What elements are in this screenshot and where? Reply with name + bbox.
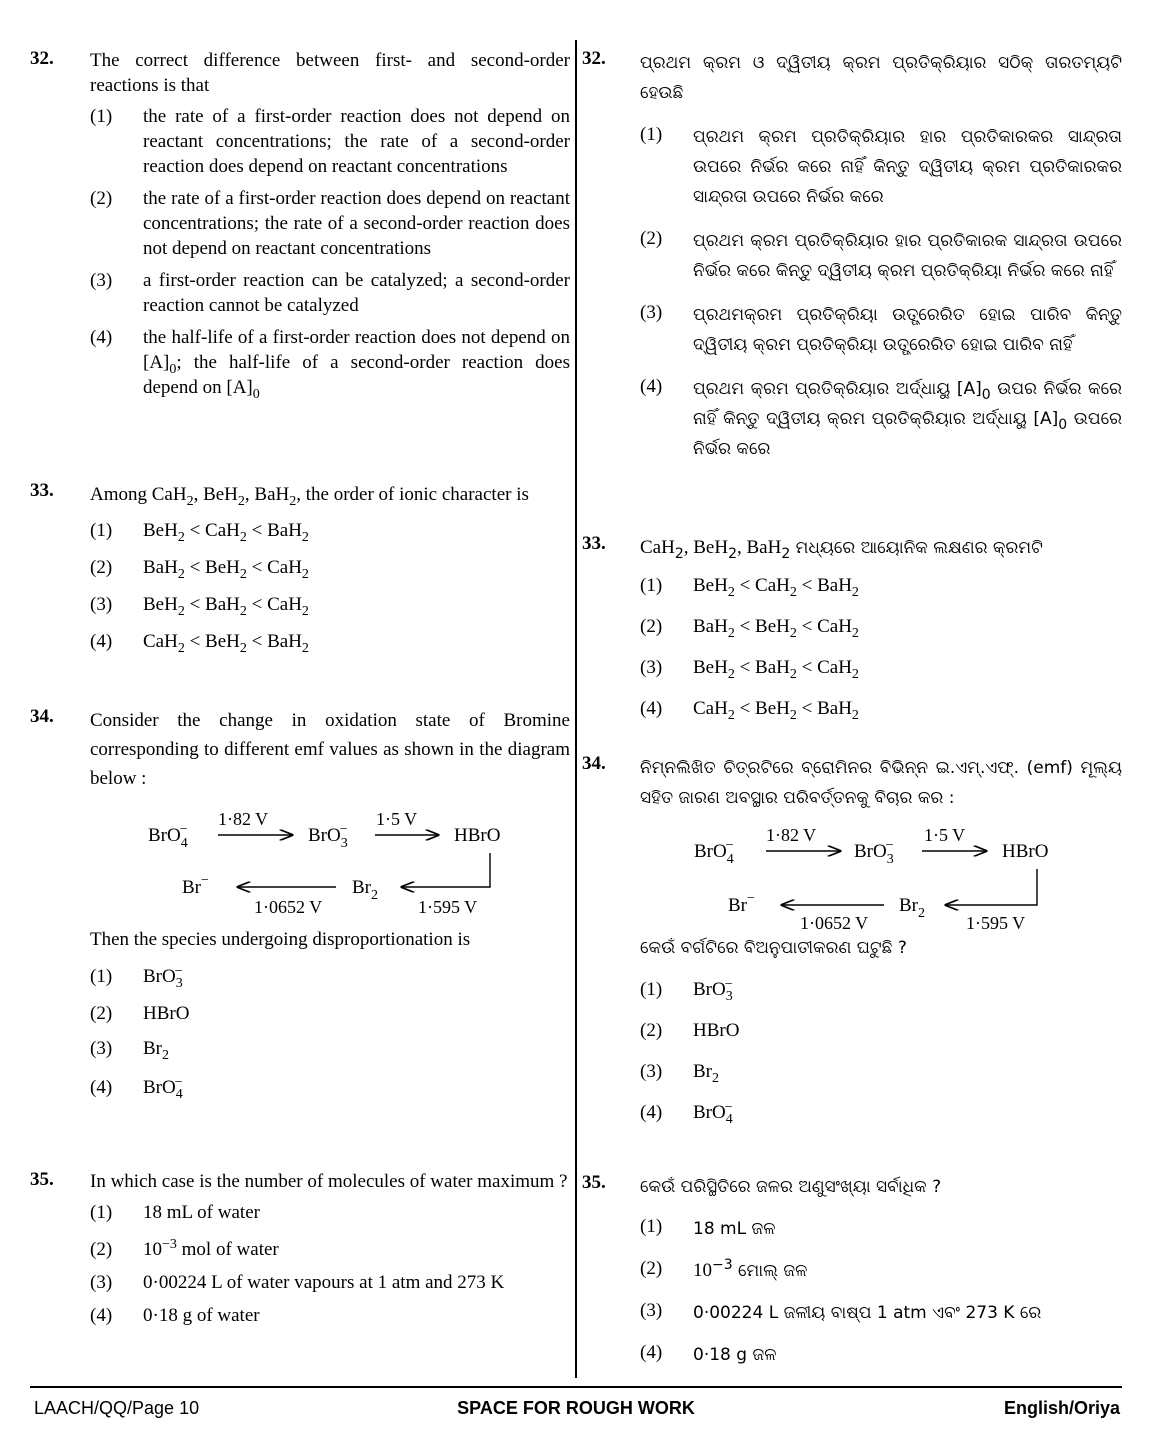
species-bro4: BrO$_4$−: [694, 838, 734, 867]
question-stem: Consider the change in oxidation state of Bromine corresponding to different emf values as shown in the diagram below :: [90, 710, 570, 789]
emf-3: 1·595 V: [966, 913, 1026, 933]
question-35-en: [30, 1169, 570, 1328]
option-1: (1) 18 mL ଜଳ: [640, 1216, 776, 1239]
option-2: (2) BaH$_2$ < BeH$_2$ < CaH$_2$: [640, 616, 859, 641]
option-4: (4) BrO$_4$−: [90, 1075, 183, 1102]
question-stem: ନିମ୍ନଲିଖିତ ଚିତ୍ରଟିରେ ବ୍ରୋମିନର ବିଭିନ୍ନ ଇ.ଏମ୍.ଏଫ୍. (emf) ମୂଲ୍ୟ ସହିତ ଜାରଣ ଅବସ୍ଥାର ପରିବର୍ତ୍ତନକୁ ବିଚାର କର :: [640, 758, 1122, 808]
option-3: (3) 0·00224 L ଜଳୀୟ ବାଷ୍ପ 1 atm ଏବଂ 273 K ରେ: [640, 1300, 1042, 1323]
question-number: 34.: [30, 706, 54, 727]
option-4: (4) BrO$_4$−: [640, 1100, 733, 1127]
question-stem: The correct difference between first- and second-order reactions is that: [90, 50, 570, 96]
question-number: 32.: [582, 48, 606, 69]
question-number: 33.: [30, 480, 54, 501]
option-3: (3) ପ୍ରଥମକ୍ରମ ପ୍ରତିକ୍ରିୟା ଉତ୍ପ୍ରେରିତ ହୋଇ ପାରିବ କିନ୍ତୁ ଦ୍ୱିତୀୟ କ୍ରମ ପ୍ରତିକ୍ରିୟା ଉତ୍ପ୍ରେରିତ ହୋଇ ପାରିବ ନାହିଁ: [640, 302, 1122, 355]
option-3: (3) BeH$_2$ < BaH$_2$ < CaH$_2$: [90, 594, 309, 619]
option-4: (4) 0·18 g of water: [90, 1305, 260, 1326]
species-br2: $Br_2$: [899, 895, 925, 921]
option-2: (2) $10^{-3}$ mol of water: [90, 1237, 279, 1260]
emf-diagram: [30, 801, 570, 921]
question-34-en: [30, 706, 570, 1100]
emf-4: 1·0652 V: [800, 913, 869, 933]
question-followup: Then the species undergoing disproportionation is: [90, 929, 471, 950]
question-stem: CaH$_2$, BeH$_2$, BaH$_2$ ମଧ୍ୟରେ ଆୟୋନିକ ଲକ୍ଷଣର କ୍ରମଟି: [640, 537, 1043, 562]
question-stem: Among CaH$_2$, BeH$_2$, BaH$_2$, the order of ionic character is: [90, 484, 529, 509]
species-hbro: HBrO: [454, 825, 501, 846]
option-2: (2) ପ୍ରଥମ କ୍ରମ ପ୍ରତିକ୍ରିୟାର ହାର ପ୍ରତିକାରକ ସାନ୍ଦ୍ରତା ଉପରେ ନିର୍ଭର କରେ କିନ୍ତୁ ଦ୍ୱିତୀୟ କ୍ରମ ପ୍ରତିକ୍ରିୟା ନିର୍ଭର କରେ ନାହିଁ: [640, 228, 1122, 281]
option-4: (4) CaH$_2$ < BeH$_2$ < BaH$_2$: [640, 698, 859, 723]
option-1: (1) BrO$_3$−: [90, 964, 183, 991]
question-number: 35.: [30, 1169, 54, 1190]
page-code: LAACH/QQ/Page 10: [34, 1398, 200, 1418]
question-33-or: [582, 533, 1122, 721]
option-text: the rate of a first-order reaction does depend on reactant concentrations; the rate of a second-order reaction does not depend on reactant concentrations: [143, 188, 570, 259]
emf-4: 1·0652 V: [254, 897, 323, 917]
column-divider: [575, 40, 577, 1378]
question-34-or: [582, 753, 1122, 1125]
option-4: (4) CaH$_2$ < BeH$_2$ < BaH$_2$: [90, 631, 309, 656]
species-hbro: HBrO: [1002, 841, 1049, 862]
option-number: (3): [90, 270, 113, 291]
option-number: (4): [90, 327, 113, 348]
option-3: (3) $Br_2$: [90, 1038, 169, 1063]
question-stem: In which case is the number of molecules of water maximum ?: [90, 1171, 568, 1192]
arrow-3: [402, 853, 490, 887]
option-1: (1) ପ୍ରଥମ କ୍ରମ ପ୍ରତିକ୍ରିୟାର ହାର ପ୍ରତିକାରକର ସାନ୍ଦ୍ରତା ଉପରେ ନିର୍ଭର କରେ ନାହିଁ କିନ୍ତୁ ଦ୍ୱିତୀୟ କ୍ରମ ପ୍ରତିକାରକର ସାନ୍ଦ୍ରତା ଉପରେ ନିର୍ଭର କରେ: [640, 124, 1122, 207]
footer-rule: [30, 1386, 1122, 1388]
question-stem: କେଉଁ ପରିସ୍ଥିତିରେ ଜଳର ଅଣୁସଂଖ୍ୟା ସର୍ବାଧିକ ?: [640, 1177, 942, 1197]
option-2: [90, 186, 570, 261]
option-2: (2) HBrO: [90, 1003, 190, 1024]
option-4: (4) 0·18 g ଜଳ: [640, 1342, 777, 1365]
option-3: [90, 268, 570, 318]
question-number: 34.: [582, 753, 606, 774]
option-1: [90, 104, 570, 179]
option-text: the rate of a first-order reaction does not depend on reactant concentrations; the rate of a second-order reaction does depend on reactant concentrations: [143, 106, 570, 177]
option-2: (2) BaH$_2$ < BeH$_2$ < CaH$_2$: [90, 557, 309, 582]
option-2: (2) HBrO: [640, 1020, 740, 1041]
option-3: (3) BeH$_2$ < BaH$_2$ < CaH$_2$: [640, 657, 859, 682]
emf-2: 1·5 V: [376, 809, 418, 829]
species-br-minus: Br−: [182, 873, 209, 898]
option-text: the half-life of a first-order reaction does not depend on $[A]_0$; the half-life of a second-order reaction does depend on $[A]_0$: [143, 327, 570, 402]
question-stem: ପ୍ରଥମ କ୍ରମ ଓ ଦ୍ୱିତୀୟ କ୍ରମ ପ୍ରତିକ୍ରିୟାର ସଠିକ୍ ତାରତମ୍ୟଟି ହେଉଛି: [640, 53, 1122, 103]
question-35-or: [582, 1172, 1122, 1370]
question-number: 35.: [582, 1172, 606, 1193]
species-bro4: BrO$_4$−: [148, 822, 188, 851]
option-1: (1) BeH$_2$ < CaH$_2$ < BaH$_2$: [90, 520, 309, 545]
question-33-en: [30, 480, 570, 654]
question-32-en: [30, 48, 570, 400]
option-number: (2): [90, 188, 113, 209]
question-number: 33.: [582, 533, 606, 554]
species-bro3: BrO$_3$−: [854, 838, 894, 867]
option-1: (1) 18 mL of water: [90, 1202, 260, 1223]
emf-1: 1·82 V: [218, 809, 269, 829]
question-number: 32.: [30, 48, 54, 69]
language-label: English/Oriya: [1003, 1398, 1120, 1418]
option-2: (2) $10^{-3}$ ମୋଲ୍ ଜଳ: [640, 1257, 808, 1281]
question-32-or: [582, 48, 1122, 464]
arrow-3: [946, 869, 1037, 905]
option-3: (3) $Br_2$: [640, 1061, 719, 1086]
rough-work-label: SPACE FOR ROUGH WORK: [457, 1398, 695, 1418]
emf-2: 1·5 V: [924, 825, 966, 845]
species-br2: $Br_2$: [352, 877, 378, 903]
option-4: [90, 325, 570, 400]
emf-diagram: [582, 813, 1122, 933]
question-followup: କେଉଁ ବର୍ଗଟିରେ ବିଅନୁପାତୀକରଣ ଘଟୁଛି ?: [640, 938, 907, 958]
option-1: (1) BrO$_3$−: [640, 977, 733, 1004]
option-3: (3) 0·00224 L of water vapours at 1 atm and 273 K: [90, 1272, 505, 1293]
emf-1: 1·82 V: [766, 825, 817, 845]
option-1: (1) BeH$_2$ < CaH$_2$ < BaH$_2$: [640, 575, 859, 600]
option-number: (1): [90, 106, 113, 127]
option-4: (4) ପ୍ରଥମ କ୍ରମ ପ୍ରତିକ୍ରିୟାର ଅର୍ଦ୍ଧାୟୁ $[A]_0$ ଉପର ନିର୍ଭର କରେ ନାହିଁ କିନ୍ତୁ ଦ୍ୱିତୀୟ କ୍ରମ ପ୍ରତିକ୍ରିୟାର ଅର୍ଦ୍ଧାୟୁ $[A]_0$ ଉପରେ ନିର୍ଭର କରେ: [640, 376, 1123, 459]
emf-3: 1·595 V: [418, 897, 478, 917]
species-br-minus: Br−: [728, 891, 755, 916]
species-bro3: BrO$_3$−: [308, 822, 348, 851]
option-text: a first-order reaction can be catalyzed; a second-order reaction cannot be catalyzed: [143, 270, 570, 316]
